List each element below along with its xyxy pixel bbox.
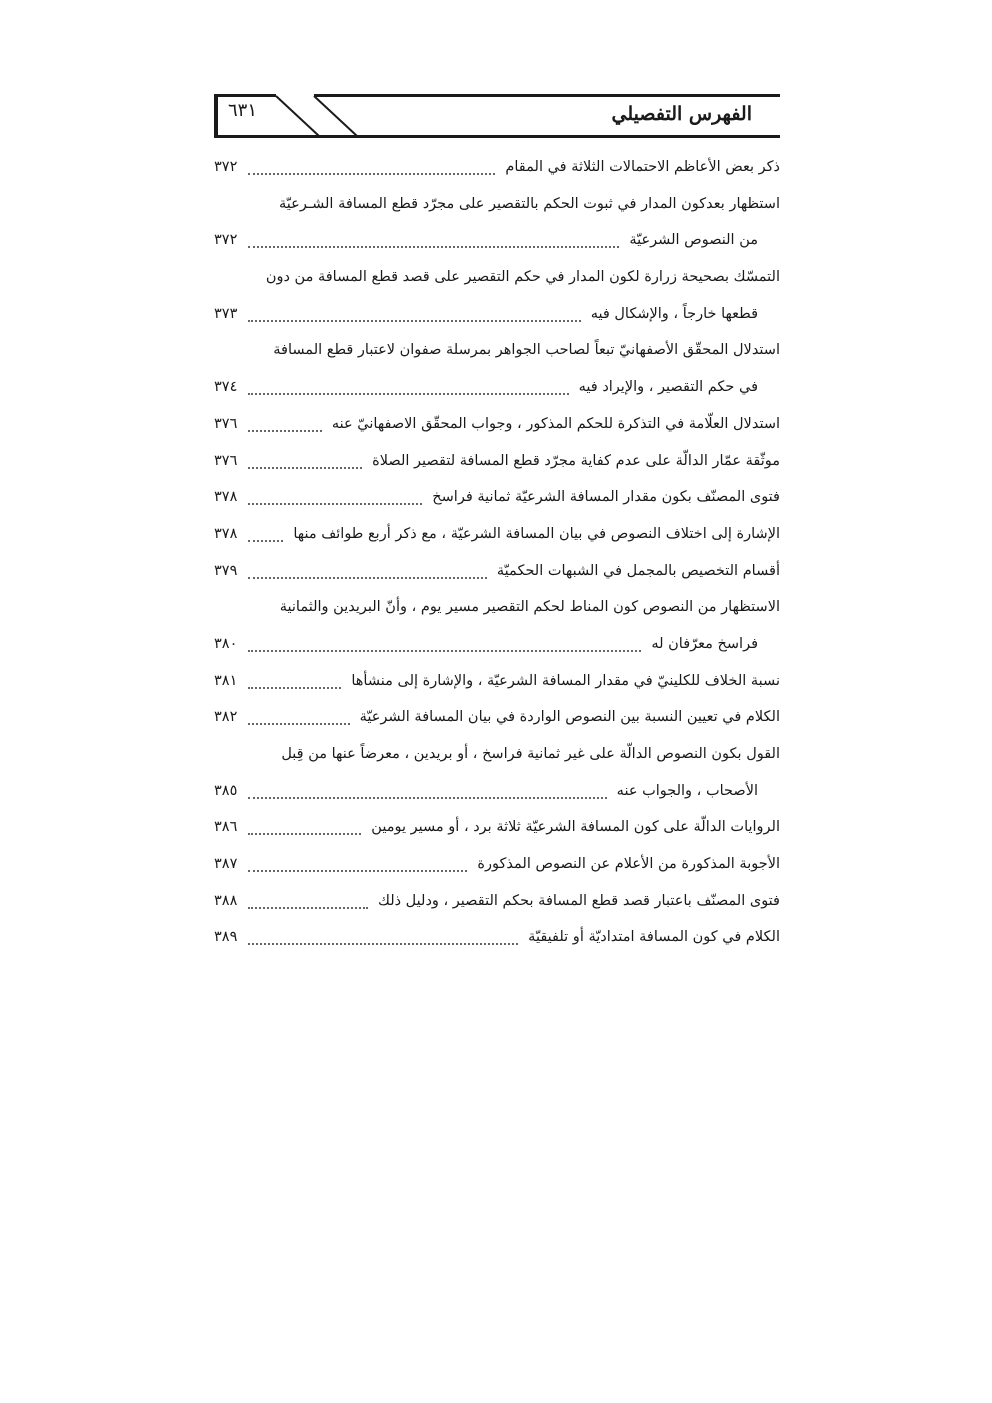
toc-entry <box>214 667 780 704</box>
toc-entry-text: من النصوص الشرعيّة <box>629 232 758 249</box>
toc-entry-text: فراسخ معرّفان له <box>651 635 758 652</box>
toc-entry <box>214 226 780 263</box>
page-header <box>214 94 780 138</box>
toc-leader-dots <box>248 687 341 689</box>
toc-leader-dots <box>248 246 619 248</box>
toc-entry-text: نسبة الخلاف للكلينيّ في مقدار المسافة الشرعيّة ، والإشارة إلى منشأها <box>351 672 780 689</box>
toc-entry-text: التمسّك بصحيحة زرارة لكون المدار في حكم التقصير على قصد قطع المسافة من دون <box>265 269 780 286</box>
toc-entry <box>214 740 780 777</box>
toc-leader-dots <box>248 907 368 909</box>
toc-page-number: ٣٧٩ <box>214 562 238 579</box>
toc-entry-text: الروايات الدالّة على كون المسافة الشرعيّة ثلاثة برد ، أو مسير يومين <box>371 819 780 836</box>
toc-leader-dots <box>248 393 569 395</box>
toc-leader-dots <box>248 320 581 322</box>
toc-leader-dots <box>248 430 322 432</box>
toc-entry <box>214 190 780 227</box>
toc-entry <box>214 263 780 300</box>
toc-entry-text: الكلام في كون المسافة امتداديّة أو تلفيقيّة <box>528 929 780 946</box>
toc-entry <box>214 410 780 447</box>
toc-entry <box>214 520 780 557</box>
toc-entry <box>214 557 780 594</box>
toc-entry <box>214 153 780 190</box>
toc-entry-text: الكلام في تعيين النسبة بين النصوص الواردة في بيان المسافة الشرعيّة <box>359 709 780 726</box>
toc-page-number: ٣٨٦ <box>214 819 238 836</box>
toc-entry-text: ذكر بعض الأعاظم الاحتمالات الثلاثة في المقام <box>505 159 780 175</box>
toc-entry-text: الإشارة إلى اختلاف النصوص في بيان المسافة الشرعيّة ، مع ذكر أربع طوائف منها <box>293 525 780 542</box>
toc-page-number: ٣٨٧ <box>214 856 238 873</box>
toc-leader-dots <box>248 503 422 505</box>
toc-entry-text: الاستظهار من النصوص كون المناط لحكم التقصير مسير يوم ، وأنّ البريدين والثمانية <box>279 599 780 616</box>
toc-entry-text: استدلال المحقّق الأصفهانيّ تبعاً لصاحب الجواهر بمرسلة صفوان لاعتبار قطع المسافة <box>273 342 780 359</box>
page-number: ٦٣١ <box>228 100 258 121</box>
toc-page-number: ٣٧٦ <box>214 415 238 432</box>
toc-leader-dots <box>248 467 362 469</box>
toc-page-number: ٣٨٨ <box>214 892 238 909</box>
toc-entry <box>214 923 780 960</box>
toc-page-number: ٣٨٢ <box>214 709 238 726</box>
toc-page-number: ٣٨٥ <box>214 782 238 799</box>
toc-entry-text: قطعها خارجاً ، والإشكال فيه <box>590 305 758 322</box>
toc-leader-dots <box>248 870 467 872</box>
toc-page-number: ٣٧٢ <box>214 159 238 175</box>
toc-entry <box>214 887 780 924</box>
toc-entry <box>214 373 780 410</box>
toc-entry-text: القول بكون النصوص الدالّة على غير ثمانية فراسخ ، أو بريدين ، معرضاً عنها من قِبل <box>281 746 780 762</box>
toc-page-number: ٣٧٦ <box>214 452 238 469</box>
toc-entry-text: فتوى المصنّف بكون مقدار المسافة الشرعيّة ثمانية فراسخ <box>432 489 780 506</box>
toc-page-number: ٣٨١ <box>214 672 238 689</box>
toc-leader-dots <box>248 943 518 945</box>
toc-leader-dots <box>248 577 487 579</box>
toc-page-number: ٣٧٤ <box>214 379 238 396</box>
toc-entry <box>214 447 780 484</box>
toc-leader-dots <box>248 723 350 725</box>
toc-entry <box>214 593 780 630</box>
toc-page-number: ٣٨٠ <box>214 635 238 652</box>
toc-page-number: ٣٧٨ <box>214 525 238 542</box>
toc-leader-dots <box>248 173 495 175</box>
toc-entry <box>214 483 780 520</box>
toc-entry <box>214 813 780 850</box>
toc-leader-dots <box>248 650 641 652</box>
toc-entry <box>214 777 780 814</box>
toc-entry-text: الأصحاب ، والجواب عنه <box>616 782 758 799</box>
toc-entry-text: أقسام التخصيص بالمجمل في الشبهات الحكميّة <box>496 562 780 579</box>
toc-entry-text: في حكم التقصير ، والإيراد فيه <box>578 379 758 396</box>
toc-entry-text: موثّقة عمّار الدالّة على عدم كفاية مجرّد قطع المسافة لتقصير الصلاة <box>372 452 780 469</box>
toc-entry-text: استظهار بعدكون المدار في ثبوت الحكم بالتقصير على مجرّد قطع المسافة الشـرعيّة <box>279 195 780 212</box>
toc-entry <box>214 300 780 337</box>
toc-page-number: ٣٧٨ <box>214 489 238 506</box>
toc-entry-text: استدلال العلّامة في التذكرة للحكم المذكور ، وجواب المحقّق الاصفهانيّ عنه <box>331 415 780 432</box>
toc-entry <box>214 850 780 887</box>
toc-entry <box>214 630 780 667</box>
toc-leader-dots <box>248 797 607 799</box>
toc-leader-dots <box>248 833 361 835</box>
toc-leader-dots <box>248 540 283 542</box>
toc-page-number: ٣٧٣ <box>214 305 238 322</box>
toc-entry-text: فتوى المصنّف باعتبار قصد قطع المسافة بحكم التقصير ، ودليل ذلك <box>377 892 780 909</box>
toc-page-number: ٣٧٢ <box>214 232 238 249</box>
toc-entry-text: الأجوبة المذكورة من الأعلام عن النصوص المذكورة <box>477 856 780 873</box>
toc-entry <box>214 336 780 373</box>
toc-page-number: ٣٨٩ <box>214 929 238 946</box>
page-title: الفهرس التفصيلي <box>611 103 752 125</box>
toc-entry <box>214 703 780 740</box>
table-of-contents <box>214 153 780 960</box>
